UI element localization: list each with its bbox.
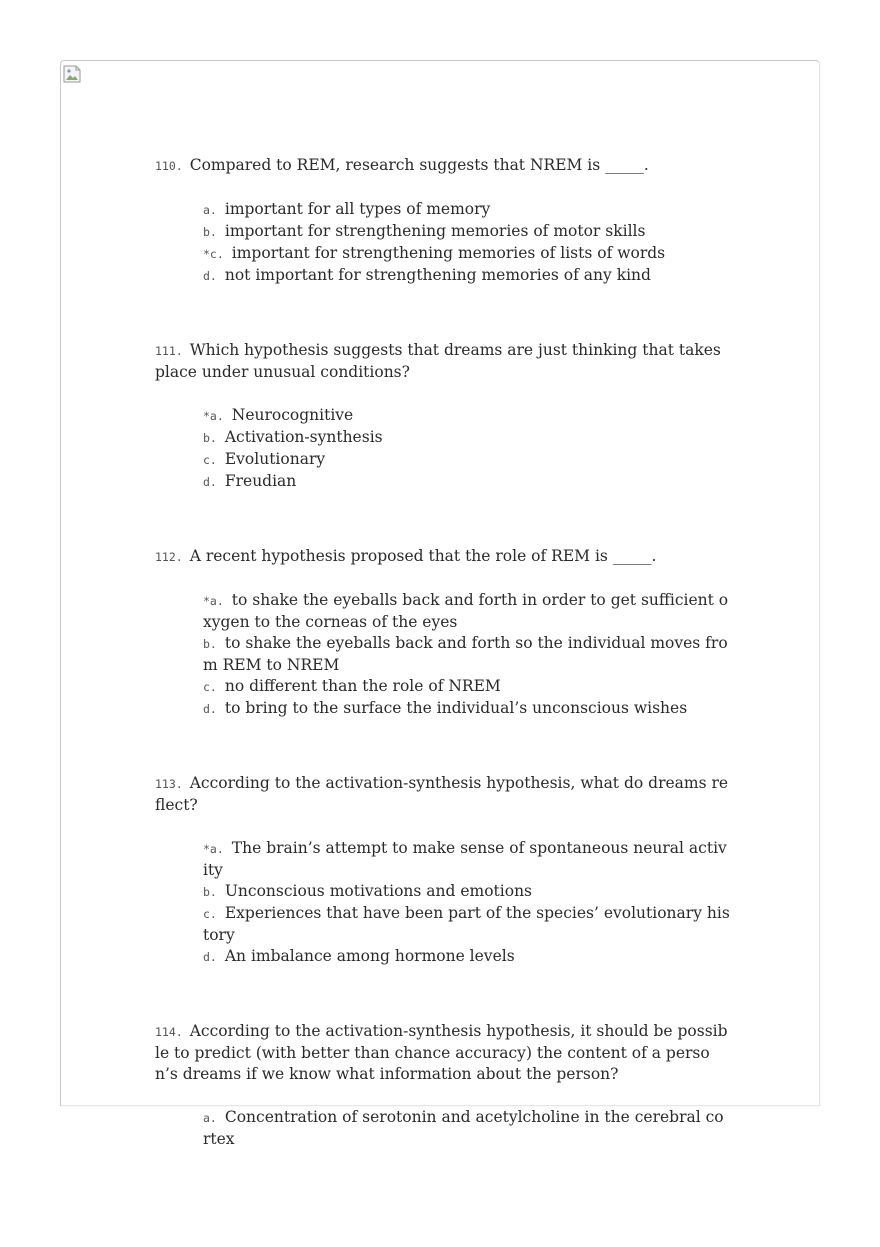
option-text: Activation-synthesis <box>224 428 383 446</box>
question-113 <box>155 773 730 968</box>
option-letter: b. <box>203 885 217 899</box>
option-text: not important for strengthening memories of any kind <box>224 266 651 284</box>
option <box>203 881 730 903</box>
option-text: Freudian <box>224 472 297 490</box>
broken-image-icon <box>62 64 82 84</box>
option-letter: b. <box>203 637 217 651</box>
question-text: Which hypothesis suggests that dreams are just thinking that takes place under unusual conditions? <box>155 341 721 381</box>
option-letter: *a. <box>203 842 224 856</box>
question-114 <box>155 1021 730 1150</box>
option-text: to bring to the surface the individual’s unconscious wishes <box>224 699 688 717</box>
option-list <box>203 1107 730 1150</box>
question-list <box>155 155 730 1203</box>
option-letter: a. <box>203 1111 217 1125</box>
question-number: 111. <box>155 344 183 358</box>
question-text: Compared to REM, research suggests that NREM is _____. <box>189 156 649 174</box>
option-text: important for strengthening memories of lists of words <box>231 244 666 262</box>
option-letter: c. <box>203 907 217 921</box>
option <box>203 1107 730 1150</box>
question-text: According to the activation-synthesis hypothesis, what do dreams reflect? <box>155 774 729 814</box>
option <box>203 199 730 221</box>
option <box>203 449 730 471</box>
question-number: 112. <box>155 550 183 564</box>
question-stem <box>155 773 730 816</box>
option <box>203 633 730 676</box>
question-number: 110. <box>155 159 183 173</box>
option-text: no different than the role of NREM <box>224 677 501 695</box>
question-stem <box>155 155 730 177</box>
question-text: A recent hypothesis proposed that the role of REM is _____. <box>189 547 657 565</box>
option-list <box>203 405 730 493</box>
option-letter: a. <box>203 203 217 217</box>
option-letter: d. <box>203 950 217 964</box>
option-letter: b. <box>203 225 217 239</box>
question-112 <box>155 546 730 720</box>
question-stem <box>155 340 730 383</box>
option <box>203 903 730 946</box>
option-letter: d. <box>203 475 217 489</box>
question-110 <box>155 155 730 287</box>
option-text: Concentration of serotonin and acetylcholine in the cerebral cortex <box>203 1108 724 1148</box>
question-111 <box>155 340 730 493</box>
option-text: Experiences that have been part of the species’ evolutionary history <box>203 904 730 944</box>
option <box>203 427 730 449</box>
question-text: According to the activation-synthesis hypothesis, it should be possible to predict (with better than chance accuracy) the content of a person’s dreams if we know what information about the person? <box>155 1022 728 1083</box>
option <box>203 471 730 493</box>
option-correct <box>203 405 730 427</box>
option-letter: b. <box>203 431 217 445</box>
option-text: The brain’s attempt to make sense of spontaneous neural activity <box>203 839 727 879</box>
option-letter: *c. <box>203 247 224 261</box>
option-list <box>203 838 730 968</box>
option-letter: c. <box>203 680 217 694</box>
option-text: Evolutionary <box>224 450 326 468</box>
option-text: important for strengthening memories of motor skills <box>224 222 646 240</box>
option-list <box>203 199 730 287</box>
option-letter: d. <box>203 702 217 716</box>
option-correct <box>203 838 730 881</box>
option-text: An imbalance among hormone levels <box>224 947 515 965</box>
question-stem <box>155 1021 730 1085</box>
option-correct <box>203 590 730 633</box>
option-text: Neurocognitive <box>231 406 354 424</box>
option-text: important for all types of memory <box>224 200 491 218</box>
option-text: Unconscious motivations and emotions <box>224 882 533 900</box>
option-letter: *a. <box>203 409 224 423</box>
option-list <box>203 590 730 720</box>
option <box>203 265 730 287</box>
option-correct <box>203 243 730 265</box>
question-stem <box>155 546 730 568</box>
option-text: to shake the eyeballs back and forth so the individual moves from REM to NREM <box>203 634 728 674</box>
option-text: to shake the eyeballs back and forth in order to get sufficient oxygen to the corneas of the eyes <box>203 591 729 631</box>
option-letter: *a. <box>203 594 224 608</box>
option <box>203 946 730 968</box>
option <box>203 221 730 243</box>
option <box>203 676 730 698</box>
question-number: 113. <box>155 777 183 791</box>
option <box>203 698 730 720</box>
option-letter: d. <box>203 269 217 283</box>
option-letter: c. <box>203 453 217 467</box>
question-number: 114. <box>155 1025 183 1039</box>
